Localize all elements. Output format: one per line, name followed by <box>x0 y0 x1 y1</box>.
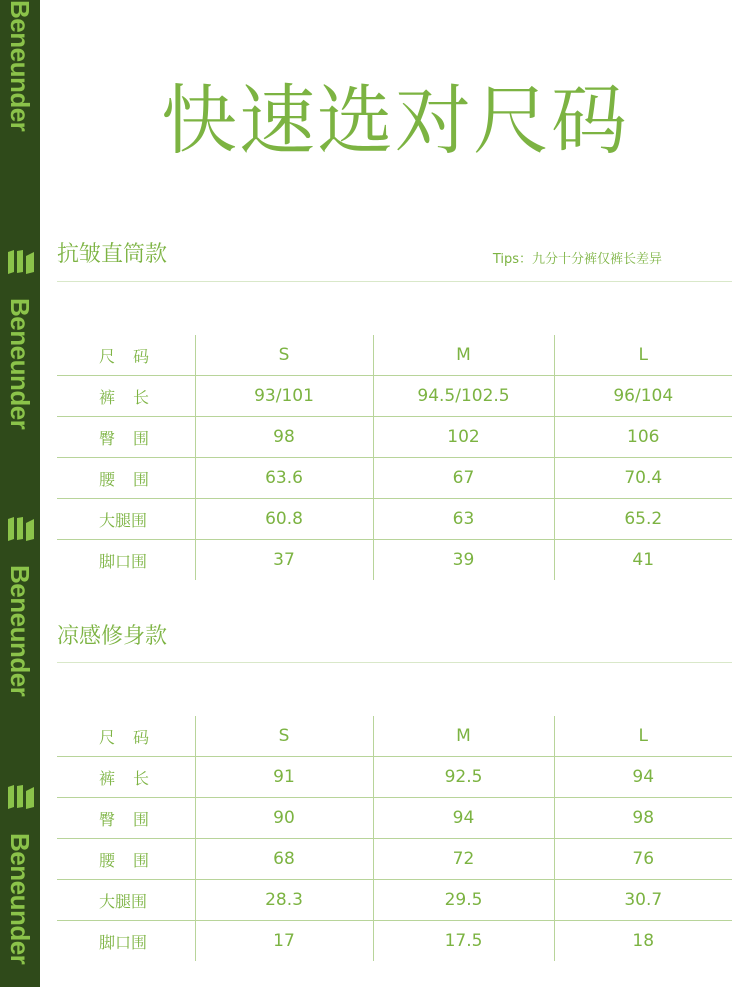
header-cell: M <box>373 716 554 757</box>
brand-sidebar <box>0 0 40 987</box>
table-header-row <box>57 716 732 757</box>
table-cell: 30.7 <box>554 880 732 921</box>
row-label: 腰 围 <box>57 839 195 880</box>
table-row <box>57 376 732 417</box>
row-label: 脚口围 <box>57 540 195 581</box>
brand-wordmark: Beneunder <box>5 565 35 697</box>
table-cell: 94 <box>373 798 554 839</box>
brand-logo-icon <box>8 785 34 809</box>
table-cell: 17 <box>195 921 373 962</box>
table-cell: 39 <box>373 540 554 581</box>
section-title: 凉感修身款 <box>57 624 168 649</box>
brand-wordmark: Beneunder <box>5 833 35 965</box>
section-title: 抗皱直筒款 <box>57 242 168 267</box>
table-cell: 94 <box>554 757 732 798</box>
header-cell: S <box>195 716 373 757</box>
table-row <box>57 921 732 962</box>
table-cell: 65.2 <box>554 499 732 540</box>
row-label: 裤 长 <box>57 376 195 417</box>
page-title: 快速选对尺码 <box>161 76 629 165</box>
table-row <box>57 417 732 458</box>
row-label: 臀 围 <box>57 417 195 458</box>
table-cell: 70.4 <box>554 458 732 499</box>
brand-wordmark: Beneunder <box>5 0 35 132</box>
header-cell: S <box>195 335 373 376</box>
brand-wordmark: Beneunder <box>5 298 35 430</box>
table-cell: 72 <box>373 839 554 880</box>
header-cell: 尺 码 <box>57 335 195 376</box>
table-cell: 18 <box>632 931 655 951</box>
table-cell: 28.3 <box>195 880 373 921</box>
table-cell: 98 <box>554 798 732 839</box>
brand-unit <box>0 250 40 500</box>
table-cell: 91 <box>195 757 373 798</box>
header-cell: L <box>554 335 732 376</box>
row-label: 臀 围 <box>57 798 195 839</box>
table-row <box>57 540 732 581</box>
table-cell: 76 <box>554 839 732 880</box>
size-table-slim <box>57 716 732 961</box>
table-cell: 92.5 <box>373 757 554 798</box>
row-label: 大腿围 <box>57 499 195 540</box>
table-cell: 94.5/102.5 <box>373 376 554 417</box>
table-row <box>57 839 732 880</box>
row-label: 脚口围 <box>57 921 195 962</box>
table-row <box>57 499 732 540</box>
size-table-straight <box>57 335 732 580</box>
table-cell: 106 <box>554 417 732 458</box>
divider <box>57 662 732 663</box>
header-cell: 尺 码 <box>57 716 195 757</box>
tips-note: Tips：九分十分裤仅裤长差异 <box>492 252 662 267</box>
table-cell: 63.6 <box>195 458 373 499</box>
table-row <box>57 458 732 499</box>
table-row <box>57 880 732 921</box>
table-cell: 60.8 <box>195 499 373 540</box>
table-cell: 102 <box>373 417 554 458</box>
row-label: 腰 围 <box>57 458 195 499</box>
brand-unit <box>0 785 40 987</box>
table-cell: 63 <box>373 499 554 540</box>
brand-logo-icon <box>8 517 34 541</box>
brand-unit <box>0 517 40 767</box>
header-cell: M <box>373 335 554 376</box>
table-cell: 90 <box>195 798 373 839</box>
brand-unit <box>0 0 40 202</box>
row-label: 裤 长 <box>57 757 195 798</box>
table-cell: 68 <box>195 839 373 880</box>
table-cell: 41 <box>632 550 655 570</box>
table-cell: 67 <box>373 458 554 499</box>
divider <box>57 281 732 282</box>
brand-logo-icon <box>8 250 34 274</box>
table-header-row <box>57 335 732 376</box>
table-row <box>57 757 732 798</box>
table-cell: 37 <box>195 540 373 581</box>
row-label: 大腿围 <box>57 880 195 921</box>
table-cell: 98 <box>195 417 373 458</box>
table-cell: 29.5 <box>373 880 554 921</box>
table-cell: 17.5 <box>373 921 554 962</box>
table-cell: 96/104 <box>554 376 732 417</box>
header-cell: L <box>554 716 732 757</box>
table-cell: 93/101 <box>195 376 373 417</box>
table-row <box>57 798 732 839</box>
